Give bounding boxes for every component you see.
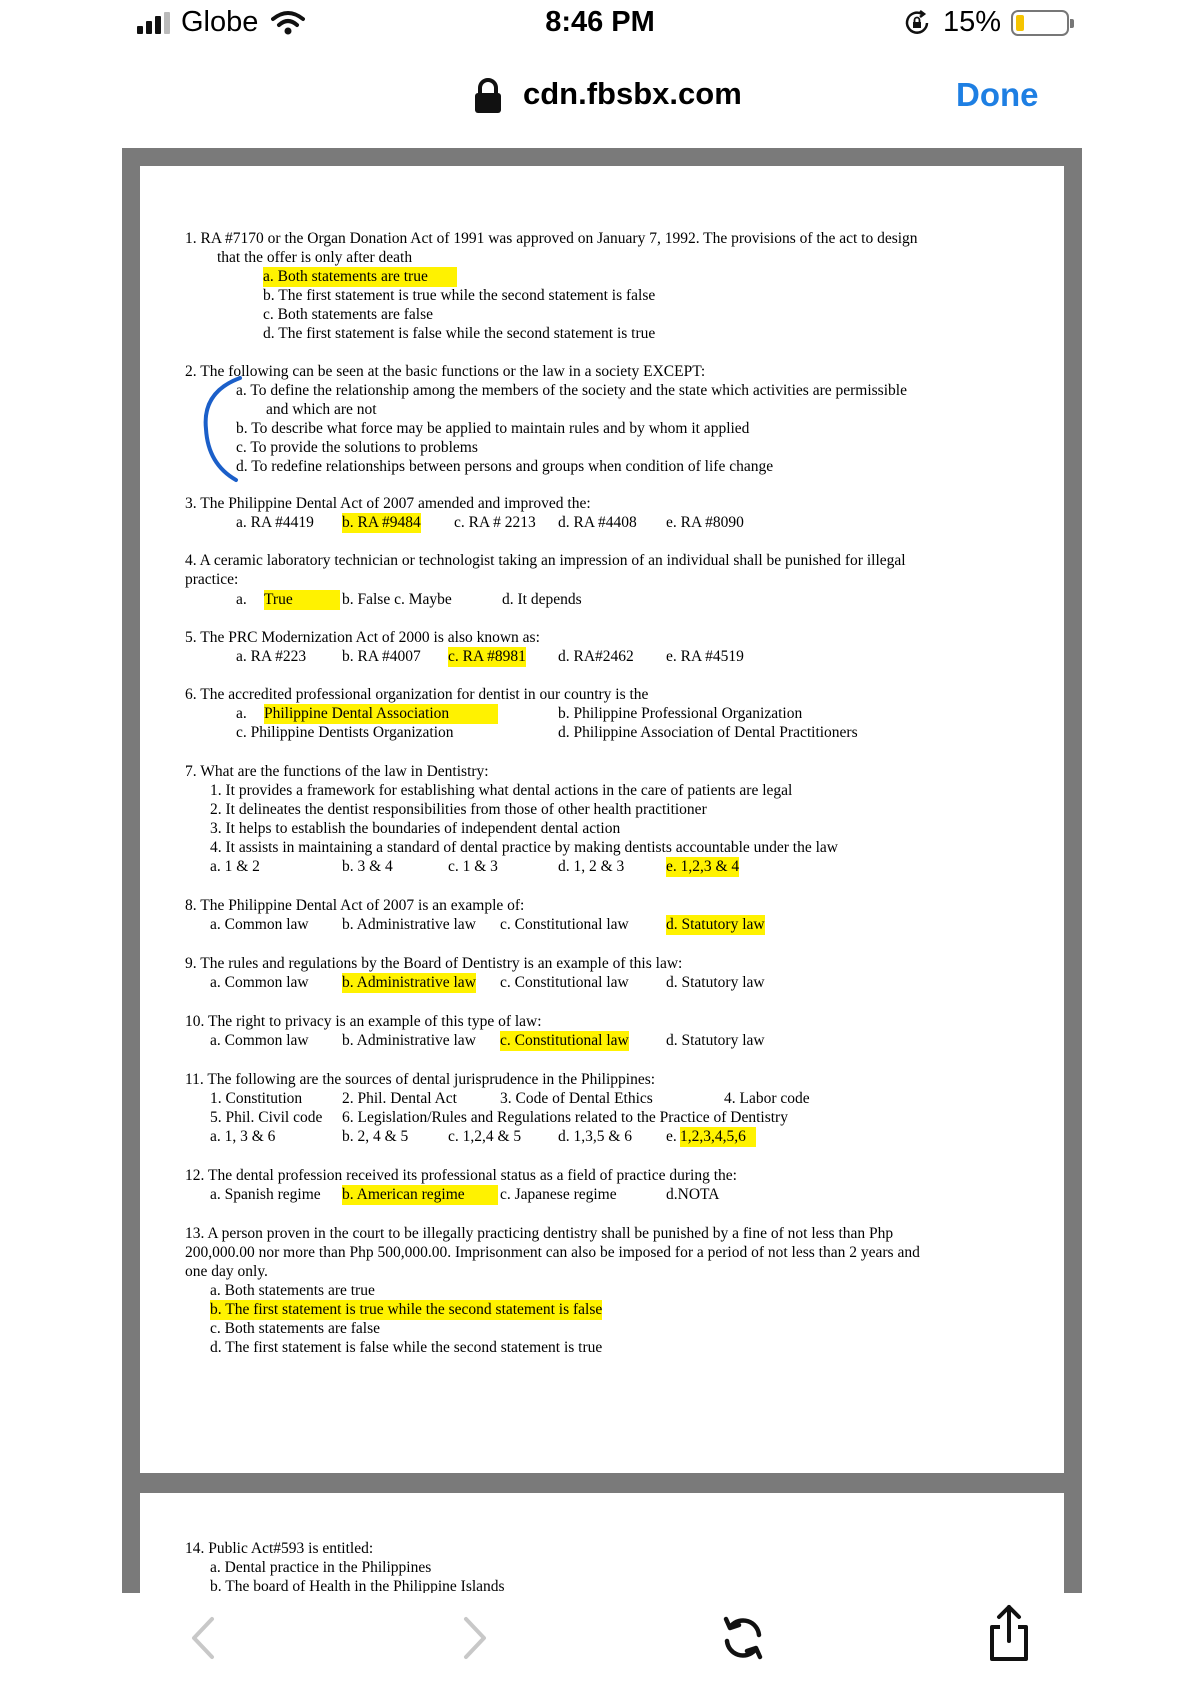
answer-option: a. Common law <box>210 1032 309 1049</box>
answer-option: b. The first statement is true while the second statement is false <box>263 287 656 304</box>
question-text: 11. The following are the sources of dental jurisprudence in the Philippines: <box>185 1071 656 1088</box>
answer-option-highlighted: e. 1,2,3 & 4 <box>666 858 740 875</box>
question-text: 9. The rules and regulations by the Board of Dentistry is an example of this law: <box>185 955 683 972</box>
answer-option: a. 1 & 2 <box>210 858 260 875</box>
answer-letter: e. <box>666 1128 677 1145</box>
question-text: 8. The Philippine Dental Act of 2007 is an example of: <box>185 897 525 914</box>
orientation-lock-icon <box>903 9 931 37</box>
question-text: 7. What are the functions of the law in Dentistry: <box>185 763 489 780</box>
list-item: 3. Code of Dental Ethics <box>500 1090 653 1107</box>
battery-percent: 15% <box>943 6 1002 38</box>
answer-option: b. To describe what force may be applied to maintain rules and by whom it applied <box>236 420 750 437</box>
answer-option: d. To redefine relationships between persons and groups when condition of life change <box>236 458 774 475</box>
answer-option-highlighted: c. RA #8981 <box>448 648 526 665</box>
list-item: 3. It helps to establish the boundaries of independent dental action <box>210 820 621 837</box>
question-text: 13. A person proven in the court to be illegally practicing dentistry shall be punished by a fine of not less than Php <box>185 1225 894 1242</box>
answer-option: c. Constitutional law <box>500 916 629 933</box>
answer-option: d. The first statement is false while the second statement is true <box>210 1339 603 1356</box>
answer-option: b. RA #4007 <box>342 648 421 665</box>
answer-option: a. Spanish regime <box>210 1186 321 1203</box>
browser-header <box>0 60 1200 135</box>
reload-icon[interactable] <box>718 1613 768 1663</box>
answer-option: a. Dental practice in the Philippines <box>210 1559 432 1576</box>
question-text: 10. The right to privacy is an example of this type of law: <box>185 1013 542 1030</box>
answer-option-highlighted: d. Statutory law <box>666 916 765 933</box>
answer-option: c. Philippine Dentists Organization <box>236 724 454 741</box>
list-item: 4. Labor code <box>724 1090 810 1107</box>
pdf-viewer[interactable] <box>122 148 1082 1593</box>
answer-option-highlighted: b. American regime <box>342 1185 498 1205</box>
answer-option: d. The first statement is false while the second statement is true <box>263 325 656 342</box>
answer-option: c. Both statements are false <box>263 306 434 323</box>
answer-option: d. Statutory law <box>666 974 765 991</box>
answer-option: c. Japanese regime <box>500 1186 617 1203</box>
question-text: that the offer is only after death <box>217 249 413 266</box>
answer-option: b. Philippine Professional Organization <box>558 705 803 722</box>
answer-option: c. Constitutional law <box>500 974 629 991</box>
pdf-page <box>140 1493 1064 1593</box>
answer-option: e. RA #8090 <box>666 514 744 531</box>
lock-icon <box>474 78 502 114</box>
answer-option: b. 2, 4 & 5 <box>342 1128 409 1145</box>
question-text: one day only. <box>185 1263 268 1280</box>
answer-option: a. Both statements are true <box>210 1282 375 1299</box>
answer-option: a. Common law <box>210 916 309 933</box>
answer-option: b. 3 & 4 <box>342 858 393 875</box>
answer-option: b. False c. Maybe <box>342 591 452 608</box>
list-item: 6. Legislation/Rules and Regulations related to the Practice of Dentistry <box>342 1109 788 1126</box>
question-text: 200,000.00 nor more than Php 500,000.00. Imprisonment can also be imposed for a period of not less than 2 years and <box>185 1244 920 1261</box>
pdf-page <box>140 166 1064 1473</box>
share-icon[interactable] <box>984 1603 1034 1663</box>
answer-option: d. 1,3,5 & 6 <box>558 1128 633 1145</box>
question-text: practice: <box>185 571 239 588</box>
question-text: 6. The accredited professional organization for dentist in our country is the <box>185 686 649 703</box>
answer-option: a. RA #223 <box>236 648 307 665</box>
answer-option: d. Philippine Association of Dental Practitioners <box>558 724 858 741</box>
answer-option: a. Common law <box>210 974 309 991</box>
list-item: 5. Phil. Civil code <box>210 1109 323 1126</box>
answer-option: and which are not <box>266 401 377 418</box>
answer-option-highlighted: b. Administrative law <box>342 974 476 991</box>
answer-option: c. To provide the solutions to problems <box>236 439 478 456</box>
answer-option-highlighted: True <box>264 590 340 610</box>
answer-letter: a. <box>236 705 247 722</box>
answer-option: d. It depends <box>502 591 582 608</box>
answer-option: a. 1, 3 & 6 <box>210 1128 276 1145</box>
answer-option: c. 1 & 3 <box>448 858 498 875</box>
answer-option: d. RA #4408 <box>558 514 637 531</box>
answer-option: b. The board of Health in the Philippine Islands <box>210 1578 505 1593</box>
bottom-toolbar <box>0 1593 1200 1698</box>
done-button[interactable]: Done <box>956 76 1039 113</box>
question-text: 14. Public Act#593 is entitled: <box>185 1540 374 1557</box>
list-item: 2. Phil. Dental Act <box>342 1090 457 1107</box>
back-icon[interactable] <box>180 1613 230 1663</box>
answer-option: d. RA#2462 <box>558 648 634 665</box>
answer-option: d. Statutory law <box>666 1032 765 1049</box>
answer-option: d. 1, 2 & 3 <box>558 858 625 875</box>
answer-letter: a. <box>236 591 247 608</box>
list-item: 1. It provides a framework for establishing what dental actions in the care of patients are legal <box>210 782 793 799</box>
answer-option: c. 1,2,4 & 5 <box>448 1128 522 1145</box>
answer-option-highlighted: b. RA #9484 <box>342 514 421 531</box>
list-item: 4. It assists in maintaining a standard of dental practice by making dentists accountable under the law <box>210 839 838 856</box>
question-text: 1. RA #7170 or the Organ Donation Act of 1991 was approved on January 7, 1992. The provisions of the act to design <box>185 230 918 247</box>
answer-option-highlighted: a. Both statements are true <box>263 267 457 287</box>
answer-option: c. Both statements are false <box>210 1320 381 1337</box>
answer-option-highlighted: Philippine Dental Association <box>264 704 498 724</box>
answer-option-highlighted: 1,2,3,4,5,6 <box>680 1127 756 1147</box>
carrier-name: Globe <box>181 6 259 38</box>
answer-option-highlighted: c. Constitutional law <box>500 1032 629 1049</box>
answer-option: d.NOTA <box>666 1186 720 1203</box>
answer-option: a. To define the relationship among the members of the society and the state which activities are permissible <box>236 382 907 399</box>
battery-icon <box>1011 10 1069 36</box>
question-text: 2. The following can be seen at the basic functions or the law in a society EXCEPT: <box>185 363 706 380</box>
forward-icon[interactable] <box>448 1613 498 1663</box>
list-item: 1. Constitution <box>210 1090 303 1107</box>
clock: 8:46 PM <box>545 6 655 38</box>
question-text: 4. A ceramic laboratory technician or technologist taking an impression of an individual shall be punished for illegal <box>185 552 906 569</box>
question-text: 3. The Philippine Dental Act of 2007 amended and improved the: <box>185 495 591 512</box>
answer-option: a. RA #4419 <box>236 514 314 531</box>
answer-option: e. RA #4519 <box>666 648 744 665</box>
url-text[interactable]: cdn.fbsbx.com <box>523 76 742 111</box>
answer-option: b. Administrative law <box>342 916 476 933</box>
battery-fill <box>1016 15 1024 31</box>
answer-option: b. Administrative law <box>342 1032 476 1049</box>
question-text: 5. The PRC Modernization Act of 2000 is also known as: <box>185 629 540 646</box>
status-bar <box>0 0 1200 50</box>
question-text: 12. The dental profession received its professional status as a field of practice during the: <box>185 1167 737 1184</box>
list-item: 2. It delineates the dentist responsibilities from those of other health practitioner <box>210 801 707 818</box>
answer-option-highlighted: b. The first statement is true while the second statement is false <box>210 1301 603 1318</box>
answer-option: c. RA # 2213 <box>454 514 536 531</box>
